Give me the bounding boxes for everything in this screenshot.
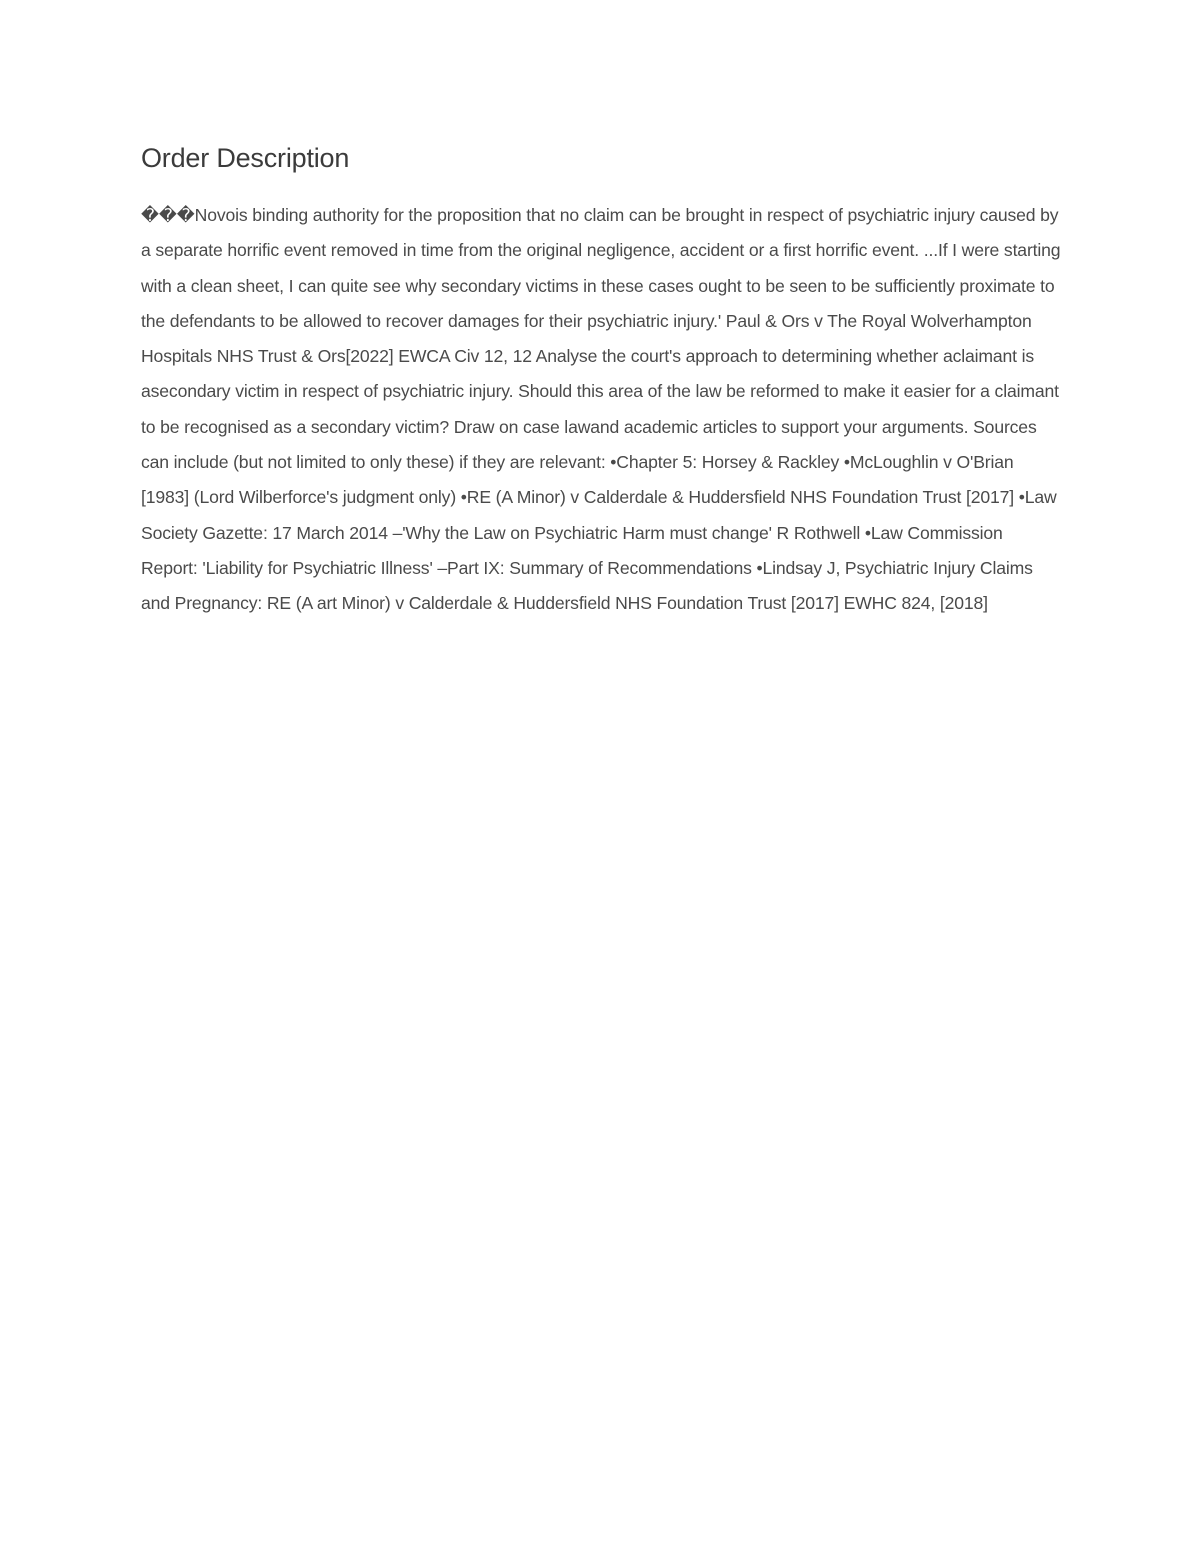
document-title: Order Description <box>141 143 350 173</box>
document-content <box>141 138 1061 622</box>
order-description-text: ���Novois binding authority for the proposition that no claim can be brought in respect of psychiatric injury caused by a separate horrific event removed in time from the original negligence, accident or a first horrific event. ...If I were starting with a clean sheet, I can quite see why secondary victims in these cases ought to be seen to be sufficiently proximate to the defendants to be allowed to recover damages for their psychiatric injury.' Paul & Ors v The Royal Wolverhampton Hospitals NHS Trust & Ors[2022] EWCA Civ 12, 12 Analyse the court's approach to determining whether aclaimant is asecondary victim in respect of psychiatric injury. Should this area of the law be reformed to make it easier for a claimant to be recognised as a secondary victim? Draw on case lawand academic articles to support your arguments. Sources can include (but not limited to only these) if they are relevant: •Chapter 5: Horsey & Rackley •McLoughlin v O'Brian [1983] (Lord Wilberforce's judgment only) •RE (A Minor) v Calderdale & Huddersfield NHS Foundation Trust [2017] •Law Society Gazette: 17 March 2014 –'Why the Law on Psychiatric Harm must change' R Rothwell •Law Commission Report: 'Liability for Psychiatric Illness' –Part IX: Summary of Recommendations •Lindsay J, Psychiatric Injury Claims and Pregnancy: RE (A art Minor) v Calderdale & Huddersfield NHS Foundation Trust [2017] EWHC 824, [2018] <box>141 205 1061 614</box>
